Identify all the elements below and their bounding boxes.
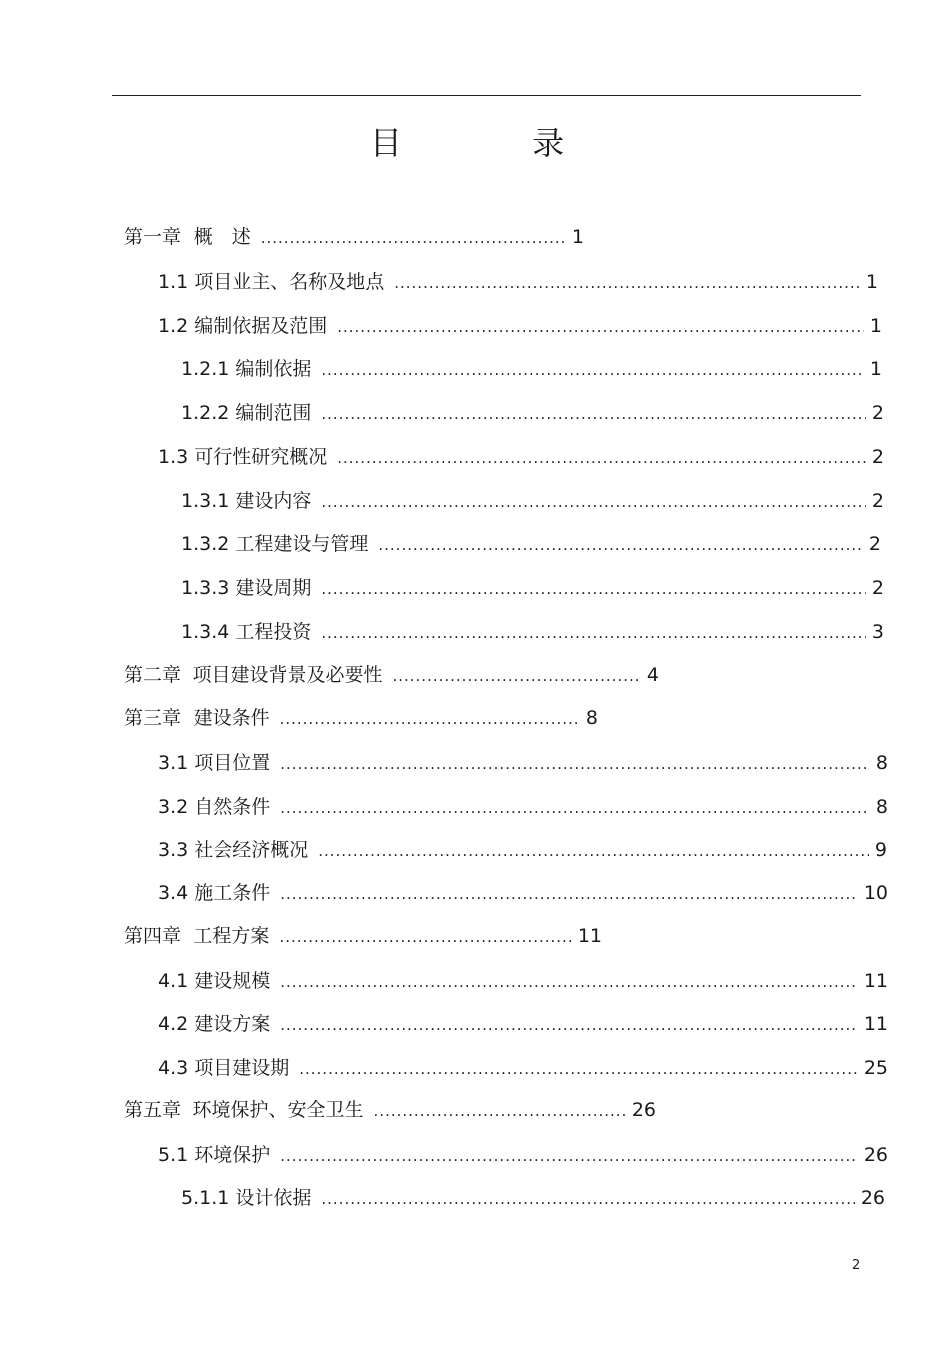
header-rule: [112, 95, 861, 96]
dot-leader: [321, 356, 864, 383]
toc-entry[interactable]: 4.3 项目建设期 ..... 25: [158, 1054, 888, 1082]
dot-leader: [392, 662, 640, 689]
toc-entry[interactable]: 1.3 可行性研究概况 ..... 2: [158, 443, 884, 471]
dot-leader: [321, 488, 866, 515]
dot-leader: [321, 1185, 854, 1212]
toc-entry[interactable]: 3.4 施工条件 ..... 10: [158, 879, 888, 907]
toc-entry-chapter-4[interactable]: 第四章 工程方案 ..... 11: [124, 922, 602, 950]
toc-entry[interactable]: 1.3.3 建设周期 ..... 2: [181, 574, 884, 602]
page-number: 2: [852, 1258, 861, 1273]
dot-leader: [280, 1142, 858, 1169]
dot-leader: [280, 794, 870, 821]
dot-leader: [280, 968, 858, 995]
dot-leader: [280, 1011, 858, 1038]
dot-leader: [394, 269, 860, 296]
dot-leader: [280, 705, 580, 732]
dot-leader: [280, 880, 858, 907]
dot-leader: [321, 619, 866, 646]
toc-entry[interactable]: 1.1 项目业主、名称及地点 ..... 1: [158, 268, 878, 296]
toc-entry[interactable]: 1.2 编制依据及范围 ..... 1: [158, 312, 882, 340]
toc-entry[interactable]: 3.1 项目位置 ..... 8: [158, 749, 888, 777]
toc-entry[interactable]: 1.3.2 工程建设与管理 ..... 2: [181, 530, 881, 558]
toc-entry[interactable]: 4.1 建设规模 ..... 11: [158, 967, 888, 995]
toc-entry-chapter-2[interactable]: 第二章 项目建设背景及必要性 ..... 4: [124, 661, 659, 689]
dot-leader: [337, 313, 864, 340]
dot-leader: [321, 575, 866, 602]
toc-entry[interactable]: 1.3.1 建设内容 ..... 2: [181, 487, 884, 515]
toc-entry[interactable]: 3.3 社会经济概况 ..... 9: [158, 836, 887, 864]
dot-leader: [299, 1055, 858, 1082]
dot-leader: [337, 444, 866, 471]
toc-entry[interactable]: 4.2 建设方案 ..... 11: [158, 1010, 888, 1038]
toc-entry[interactable]: 5.1 环境保护 ..... 26: [158, 1141, 888, 1169]
dot-leader: [321, 400, 866, 427]
toc-entry[interactable]: 5.1.1 设计依据 ..... 26: [181, 1184, 885, 1212]
dot-leader: [279, 923, 571, 950]
toc-entry[interactable]: 3.2 自然条件 ..... 8: [158, 793, 888, 821]
dot-leader: [378, 531, 863, 558]
toc-entry-chapter-5[interactable]: 第五章 环境保护、安全卫生 ..... 26: [124, 1096, 656, 1124]
toc-entry-chapter-1[interactable]: 第一章 概 述 ..... 1: [124, 223, 584, 251]
toc-entry[interactable]: 1.3.4 工程投资 ..... 3: [181, 618, 884, 646]
toc-entry[interactable]: 1.2.1 编制依据 ..... 1: [181, 355, 882, 383]
toc-entry-chapter-3[interactable]: 第三章 建设条件 ..... 8: [124, 704, 598, 732]
toc-title: 目 录: [369, 124, 625, 162]
dot-leader: [261, 224, 566, 251]
dot-leader: [374, 1097, 626, 1124]
dot-leader: [318, 837, 869, 864]
dot-leader: [280, 750, 870, 777]
toc-entry[interactable]: 1.2.2 编制范围 ..... 2: [181, 399, 884, 427]
